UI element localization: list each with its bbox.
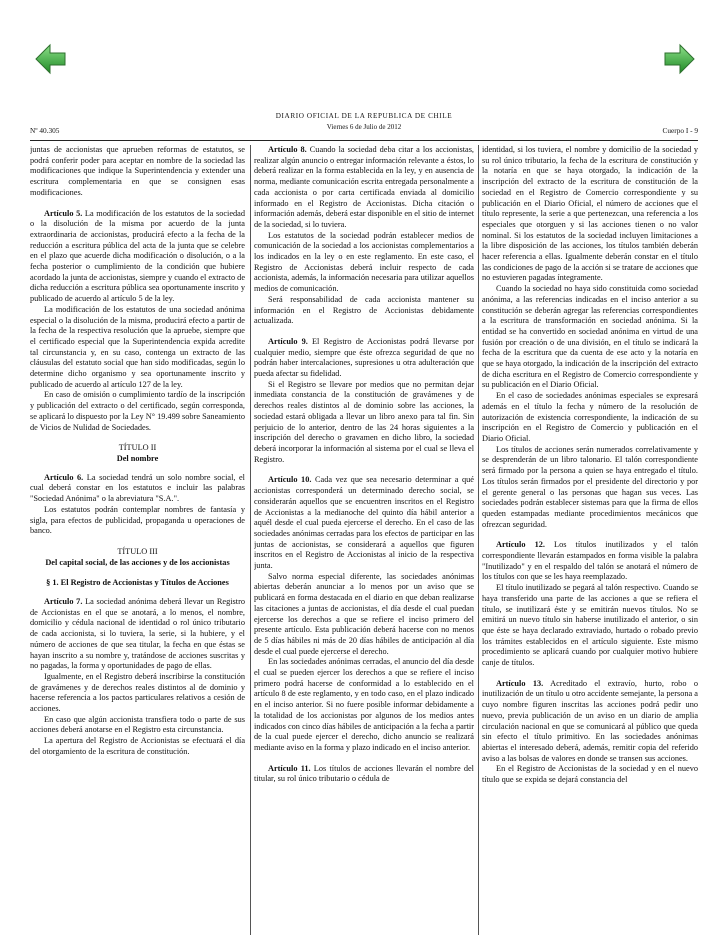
column-3 — [482, 145, 698, 935]
section-heading: § 1. El Registro de Accionistas y Títulos de Acciones — [46, 578, 229, 588]
title-number: TÍTULO III — [117, 546, 158, 556]
title-name: Del capital social, de las acciones y de los accionistas — [45, 557, 230, 567]
paragraph: juntas de accionistas que aprueben reformas de estatutos, se podrá conferir poder para aceptar en nombre de la sociedad las modificaciones que indique la Superintendencia y extender una escritura complementaria en que se consignen esas modificaciones. — [30, 145, 245, 197]
paragraph: Igualmente, en el Registro deberá inscribirse la constitución de gravámenes y de derechos reales distintos al de dominio y hacerse referencia a los pactos particulares relativos a cesión de acciones. — [30, 671, 245, 714]
article-heading: Artículo 7. — [44, 597, 83, 607]
issue-number: Nº 40.305 — [30, 126, 60, 135]
article-7 — [30, 597, 245, 672]
article-9 — [254, 337, 474, 380]
article-heading: Artículo 13. — [496, 678, 544, 688]
article-heading: Artículo 11. — [268, 763, 311, 773]
paragraph: La modificación de los estatutos de una sociedad anónima especial o la disolución de la misma, producirá efecto a partir de la fecha de la respectiva resolución que la apruebe, siempre que el certificado especial que la Superintendencia expida acredite tal circunstancia y, en su caso, contenga un extracto de las cláusulas del estatuto social que han sido modificadas, según lo determine dicho organismo y sea oportunamente inscrito y publicado de acuerdo al artículo 127 de la ley. — [30, 304, 245, 389]
article-heading: Artículo 10. — [268, 475, 312, 485]
paragraph: Los estatutos de la sociedad podrán establecer medios de comunicación de la sociedad a los accionistas complementarios a los indicados en la ley o en este reglamento. En este caso, el Registro de Accionistas deberá incluir respecto de cada accionista, además, la información necesaria para utilizar aquellos medios de comunicación. — [254, 230, 474, 294]
article-text: La sociedad anónima deberá llevar un Registro de Accionistas en el que se anotará, a lo menos, el nombre, domicilio y cédula nacional de identidad o rol único tributario de cada accionista, si lo tuviera, la serie, si la hubiere, y el número de acciones de que sea titular, la fecha en que éstas se hayan inscrito a su nombre y, tratándose de acciones suscritas y no pagadas, la forma y oportunidades de pago de ellas. — [30, 597, 245, 671]
section-page: Cuerpo I - 9 — [662, 126, 698, 135]
green-arrow-left-icon[interactable] — [34, 42, 68, 76]
paragraph: En las sociedades anónimas cerradas, el anuncio del día desde el cual se pueden ejercer los derechos a que se refiere el inciso primero podrá hacerse de conformidad a lo establecido en el artículo 8 de este reglamento, y en todo caso, en el plazo indicado en el inciso anterior. Si no fuere posible informar debidamente a la totalidad de los accionistas por algunos de los medios antes indicados con cinco días hábiles de anticipación a la fecha a partir de la cual puede ejercer el derecho, dicho anuncio se realizará mediante aviso en la forma y plazo indicado en el inciso anterior. — [254, 657, 474, 752]
article-6 — [30, 473, 245, 505]
article-text: Los títulos inutilizados y el talón correspondiente llevarán estampados en forma visible la palabra "Inutilizado" y en el respaldo del talón se anotará el número de los títulos con que se les haya reemplazado. — [482, 540, 698, 582]
green-arrow-right-icon[interactable] — [662, 42, 696, 76]
article-heading: Artículo 9. — [268, 336, 308, 346]
article-columns — [30, 145, 698, 935]
column-1 — [30, 145, 245, 935]
paragraph: Los títulos de acciones serán numerados correlativamente y se desprenderán de un libro talonario. El talón correspondiente será firmado por la persona a quien se haya entregado el título. Los títulos serán firmados por el presidente del directorio y por el gerente general o las personas que hagan sus veces. Las sociedades podrán establecer sistemas para que la firma de ellos queden estampadas mediante procedimientos mecánicos que ofrezcan seguridad. — [482, 444, 698, 529]
newspaper-title: DIARIO OFICIAL DE LA REPUBLICA DE CHILE — [275, 112, 453, 120]
paragraph: En el Registro de Accionistas de la sociedad y en el nuevo título que se expida se dejará constancia del — [482, 764, 698, 785]
column-divider — [478, 145, 479, 935]
article-8 — [254, 145, 474, 231]
article-heading: Artículo 12. — [496, 540, 545, 550]
paragraph: La apertura del Registro de Accionistas se efectuará el día del otorgamiento de la escritura de constitución. — [30, 736, 245, 756]
article-text: La sociedad tendrá un solo nombre social, el cual deberá constar en los estatutos e incluir las palabras "Sociedad Anónima" o la abreviatura "S.A.". — [30, 472, 245, 504]
article-text: Cuando la sociedad deba citar a los accionistas, realizar algún anuncio o entregar información relevante a éstos, lo deberá realizar en la forma establecida en la ley, y en ausencia de norma, mediante comunicación escrita entregada personalmente a cada accionista o por carta certificada enviada al domicilio informado en el Registro de Accionistas. Dicha citación o información además, deberá estar disponible en el sitio de internet de la sociedad, si lo tuviera. — [254, 145, 474, 229]
article-heading: Artículo 6. — [44, 472, 84, 482]
article-heading: Artículo 5. — [44, 208, 83, 218]
article-text: El Registro de Accionistas podrá llevarse por cualquier medio, siempre que éste ofrezca seguridad de que no podrán haber intercalaciones, supresiones u otra adulteración que pueda afectar su fidelidad. — [254, 336, 474, 379]
article-text: Los títulos de acciones llevarán el nombre del titular, su rol único tributario o cédula de — [254, 763, 474, 784]
paragraph: El título inutilizado se pegará al talón respectivo. Cuando se haya transferido una parte de las acciones a que se refiera el título, se inutilizará éste y se emitirán nuevos títulos. No se emitirá un nuevo título sin haberse inutilizado el anterior, o sin que éste se haya declarado extraviado, hurtado o robado previo los trámites establecidos en el artículo siguiente. Este mismo procedimiento se aplicará cuando por cualquier motivo hubiere canje de títulos. — [482, 583, 698, 668]
title-heading — [30, 547, 245, 568]
article-text: Cada vez que sea necesario determinar a qué accionistas corresponderá un determinado derecho social, se considerarán aquellos que se encuentren inscritos en el Registro de Accionistas a la medianoche del quinto día hábil anterior a aquél desde el cual pueda ejercerse el derecho. En el caso de las sociedades anónimas cerradas para los efectos de participar en las juntas de accionistas, se considerará a aquellos que figuren inscritos en el Registro de Accionistas al inicio de la respectiva junta. — [254, 475, 474, 571]
article-13 — [482, 679, 698, 765]
column-2 — [254, 145, 474, 935]
page-header — [30, 112, 698, 141]
paragraph: Si el Registro se llevare por medios que no permitan dejar inmediata constancia de la constitución de gravámenes y de derechos reales distintos al de dominio sobre las acciones, la sociedad estará obligada a llevar un libro anexo para tal fin. Sin perjuicio de lo anterior, dentro de las 24 horas siguientes a la inscripción del derecho o gravamen en dicho libro, la sociedad deberá incorporar la información al sistema por el cual se lleva el Registro. — [254, 379, 474, 464]
column-divider — [250, 145, 251, 935]
paragraph: identidad, si los tuviera, el nombre y domicilio de la sociedad y su rol único tributario, la fecha de la escritura de constitución y la notaría en que se haya otorgado, la indicación de la inscripción del extracto de la escritura de constitución de la sociedad en el Registro de Comercio correspondiente y su publicación en el Diario Oficial, el número de acciones que el título represente, la serie a que pertenezcan, una referencia a los especiales que otorguen y si las acciones tienen o no valor nominal. Si los estatutos de la sociedad incluyen limitaciones a la libre disposición de las acciones, los títulos también deberán hacer referencia a ellas. Igualmente deberán constar en el título las condiciones de pago de la acción si se tratare de acciones que no estuvieren pagadas íntegramente. — [482, 145, 698, 283]
paragraph: En el caso de sociedades anónimas especiales se expresará además en el título la fecha y número de la resolución de autorización de existencia correspondiente, la indicación de su inscripción en el Registro de Comercio y publicación en el Diario Oficial. — [482, 391, 698, 443]
paragraph: En caso que algún accionista transfiera todo o parte de sus acciones deberá anotarse en el Registro esta circunstancia. — [30, 714, 245, 735]
article-text: Acreditado el extravío, hurto, robo o inutilización de un título u otro accidente semejante, la persona a cuyo nombre figuren inscritas las acciones podrá pedir uno nuevo, previa publicación de un aviso en un diario de amplia circulación nacional en que se comunicará al público que queda sin efecto el título primitivo. En las sociedades anónimas abiertas el interesado deberá, además, remitir copia del referido aviso a las bolsas de valores en donde se transen sus acciones. — [482, 678, 698, 763]
article-5 — [30, 209, 245, 305]
article-11 — [254, 764, 474, 785]
paragraph: En caso de omisión o cumplimiento tardío de la inscripción y publicación del extracto o del certificado, según corresponda, se aplicará lo dispuesto por la Ley N° 19.499 sobre Saneamiento de Vicios de Nulidad de Sociedades. — [30, 390, 245, 432]
article-heading: Artículo 8. — [268, 145, 307, 154]
paragraph: Cuando la sociedad no haya sido constituida como sociedad anónima, a las referencias indicadas en el inciso anterior a su constitución se deberán agregar las referencias correspondientes a la escritura de transformación en sociedad anónima. Si la entidad se ha convertido en sociedad anónima en virtud de una fusión por creación o de una división, en el título se indicará la fecha de la escritura que da cuenta de ese acto y la notaría en que se haya otorgado, la indicación de la inscripción del extracto de dicha escritura en el Registro de Comercio correspondiente y su publicación en el Diario Oficial. — [482, 284, 698, 390]
title-number: TÍTULO II — [118, 443, 157, 453]
paragraph: Los estatutos podrán contemplar nombres de fantasía y sigla, para efectos de publicidad, propaganda u operaciones de banco. — [30, 504, 245, 536]
paragraph: Será responsabilidad de cada accionista mantener su información en el Registro de Accionistas debidamente actualizada. — [254, 294, 474, 326]
article-12 — [482, 540, 698, 583]
title-heading — [30, 443, 245, 464]
title-name: Del nombre — [116, 453, 159, 463]
article-10 — [254, 475, 474, 571]
issue-date: Viernes 6 de Julio de 2012 — [326, 123, 402, 131]
paragraph: Salvo norma especial diferente, las sociedades anónimas abiertas deberán anunciar a lo menos por un aviso que se publicará en forma destacada en el diario en que deban realizarse las citaciones a juntas de accionistas, el día desde el cual puedan ejercerse los derechos a que se refiere el inciso primero del presente artículo. Esta publicación deberá hacerse con no menos de 5 días hábiles ni más de 20 días hábiles de anticipación al día desde el cual puede ejercerse el derecho. — [254, 571, 474, 656]
article-text: La modificación de los estatutos de la sociedad o la disolución de la misma por acuerdo de la junta extraordinaria de accionistas, producirá efecto a la fecha de la reducción a escritura pública del acta de la junta que se celebre en el plazo que acuerde dicha modificación o disolución, o a la fecha posterior o cumplimiento de la condición que hubiere acordado la junta de accionistas, siempre y cuando el extracto de dicha reducción a escritura pública sea oportunamente inscrito y publicado de acuerdo al artículo 5 de la ley. — [30, 208, 245, 304]
